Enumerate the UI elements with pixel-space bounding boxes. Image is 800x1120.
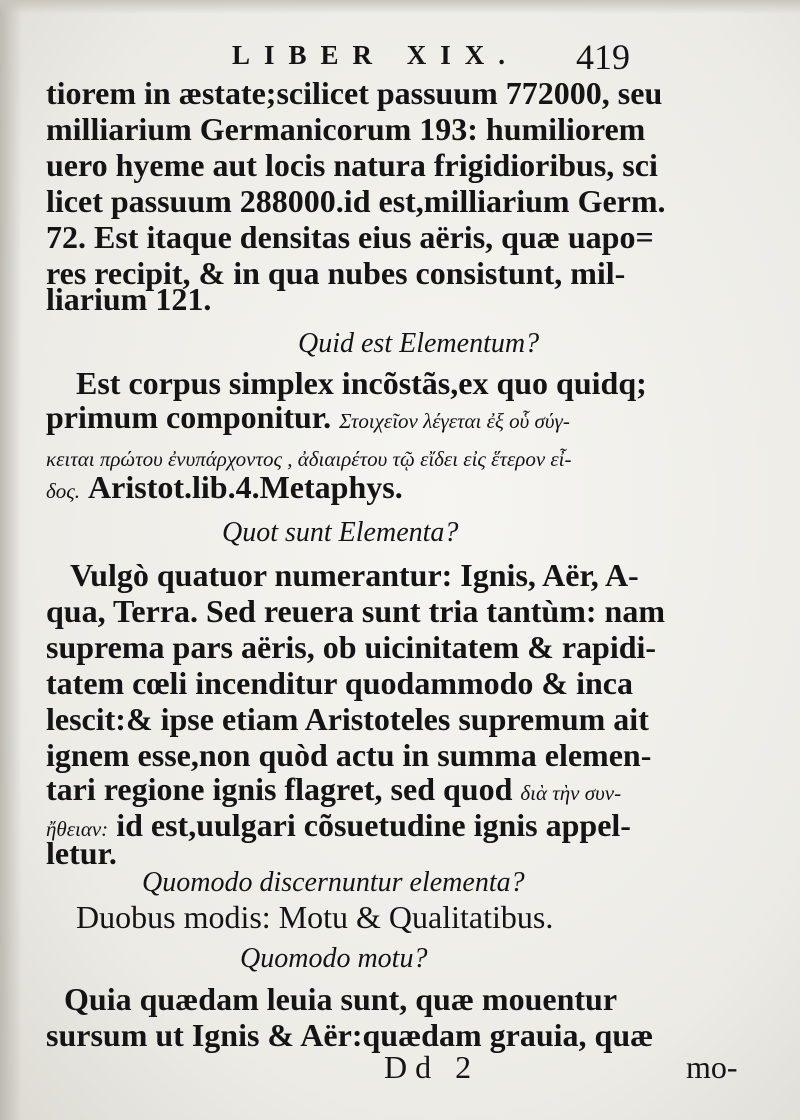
greek-text: διὰ τὴν συν- <box>520 781 622 805</box>
section-heading: Quot sunt Elementa? <box>222 517 459 548</box>
text-line: tiorem in æstate;scilicet passuum 772000, seu <box>46 75 663 111</box>
page-edge-shadow <box>0 0 22 1120</box>
text-line: qua, Terra. Sed reuera sunt tria tantùm: nam <box>46 593 665 629</box>
page-number: 419 <box>576 37 630 77</box>
page-top-shadow <box>0 0 800 14</box>
text-line: Duobus modis: Motu & Qualitatibus. <box>76 899 554 935</box>
text-line: Quia quædam leuia sunt, quæ mouentur <box>64 981 618 1017</box>
text-line: 72. Est itaque densitas eius aëris, quæ uapo= <box>46 219 654 255</box>
text-line: uero hyeme aut locis natura frigidioribus, sci <box>46 147 658 183</box>
signature-mark: Dd 2 <box>384 1049 480 1085</box>
text-line: suprema pars aëris, ob uicinitatem & rapidi- <box>46 629 657 665</box>
text-line: Est corpus simplex incõstãs,ex quo quidq; <box>76 365 647 401</box>
text-line <box>46 806 631 848</box>
section-heading: Quid est Elementum? <box>298 328 540 359</box>
section-heading: Quomodo motu? <box>240 943 428 974</box>
text-line: tatem cœli incenditur quodammodo & inca <box>46 665 633 701</box>
text-line <box>46 398 570 440</box>
text-line <box>46 468 403 510</box>
text-line: Vulgò quatuor numerantur: Ignis, Aër, A- <box>70 557 639 593</box>
text-line: milliarium Germanicorum 193: humiliorem <box>46 111 646 147</box>
greek-text: ἤθειαν: <box>46 817 109 841</box>
greek-text: Στοιχεῖον λέγεται ἐξ οὗ σύγ- <box>339 409 570 433</box>
catchword: mo- <box>686 1049 738 1085</box>
text-line: res recipit, & in qua nubes consistunt, mil- <box>46 255 626 291</box>
running-title: LIBER XIX. <box>232 40 520 70</box>
citation: Aristot.lib.4.Metaphys. <box>88 469 403 505</box>
section-heading: Quomodo discernuntur elementa? <box>142 867 525 898</box>
greek-text: κειται πρώτου ἐνυπάρχοντος , ἀδιαιρέτου τῷ εἴδει εἰς ἕτερον εἶ- <box>46 447 572 471</box>
text-line: licet passuum 288000.id est,milliarium Germ. <box>46 183 666 219</box>
text-line: liarium 121. <box>46 281 212 317</box>
text-line: lescit:& ipse etiam Aristoteles supremum ait <box>46 701 649 737</box>
text-line: sursum ut Ignis & Aër:quædam grauia, quæ <box>46 1017 654 1053</box>
greek-text: δος. <box>46 479 81 503</box>
latin-text: primum componitur. <box>46 399 332 435</box>
text-line: letur. <box>46 835 117 871</box>
latin-text: tari regione ignis flagret, sed quod <box>46 771 513 807</box>
text-line: ignem esse,non quòd actu in summa elemen- <box>46 737 652 773</box>
latin-text: id est,uulgari cõsuetudine ignis appel- <box>116 807 631 843</box>
